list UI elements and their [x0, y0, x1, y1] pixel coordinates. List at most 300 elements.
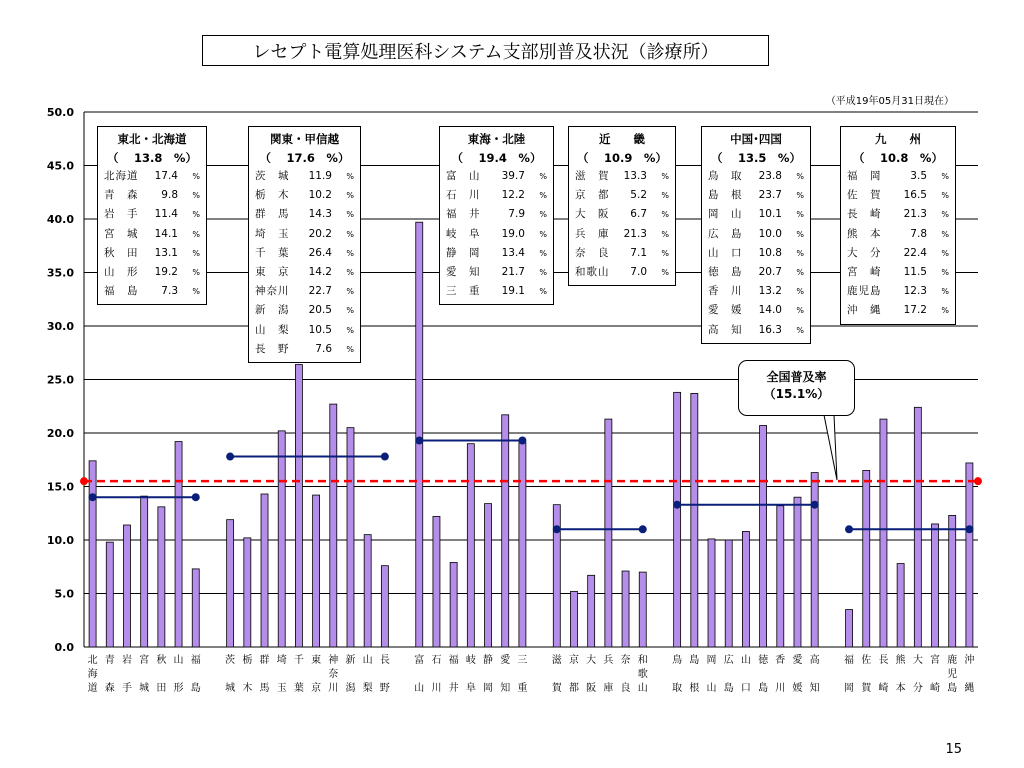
- bar: [932, 524, 939, 647]
- x-tick-label: 京: [311, 683, 322, 694]
- prefecture-rate: 10.2: [308, 189, 332, 202]
- percent-unit: %: [346, 287, 354, 297]
- prefecture-name: 群 馬: [255, 208, 290, 221]
- prefecture-name: 福 井: [446, 208, 481, 221]
- prefecture-name: 福 岡: [847, 170, 882, 182]
- percent-unit: %: [796, 325, 804, 335]
- x-tick-label: 佐: [861, 655, 872, 666]
- x-tick-label: 潟: [345, 683, 356, 694]
- region-average: （ 10.8 %）: [853, 151, 943, 165]
- x-tick-label: 賀: [551, 683, 562, 694]
- x-tick-label: 山: [637, 683, 648, 694]
- region-average-marker: [518, 436, 526, 444]
- prefecture-rate: 13.2: [758, 285, 782, 298]
- x-tick-label: 高: [809, 655, 820, 666]
- callout-pointer: [824, 415, 837, 480]
- bar: [313, 495, 320, 647]
- percent-unit: %: [796, 229, 804, 239]
- region-table-row: [255, 167, 354, 186]
- chart-title-text: レセプト電算処理医科システム支部別普及状況（診療所）: [252, 41, 719, 63]
- percent-unit: %: [346, 172, 354, 181]
- prefecture-rate: 21.3: [623, 227, 647, 240]
- prefecture-rate: 3.5: [910, 170, 927, 182]
- region-table-row: [708, 225, 804, 244]
- region-table-row: [847, 282, 949, 301]
- x-tick-label: 香: [775, 655, 786, 666]
- x-tick-label: 大: [586, 655, 597, 666]
- x-tick-label: 川: [431, 683, 442, 694]
- region-name: 九 州: [875, 132, 921, 146]
- prefecture-name: 熊 本: [847, 227, 882, 240]
- region-table-row: [104, 167, 200, 186]
- bar: [450, 562, 457, 647]
- prefecture-name: 富 山: [446, 170, 481, 182]
- region-table-row: [104, 263, 200, 282]
- prefecture-name: 徳 島: [708, 266, 743, 279]
- x-tick-label: 木: [242, 683, 253, 694]
- region-table-row: [847, 186, 949, 205]
- bar: [674, 392, 681, 647]
- percent-unit: %: [941, 306, 949, 316]
- y-tick-label: 5.0: [54, 587, 74, 601]
- region-average-marker: [965, 525, 973, 533]
- prefecture-name: 岡 山: [708, 208, 743, 221]
- percent-unit: %: [539, 210, 547, 220]
- prefecture-rate: 21.3: [903, 208, 927, 221]
- percent-unit: %: [539, 248, 547, 258]
- x-tick-label: 福: [448, 655, 459, 666]
- region-average-marker: [639, 525, 647, 533]
- y-tick-label: 10.0: [46, 534, 74, 547]
- bar: [295, 365, 302, 647]
- y-tick-label: 35.0: [46, 266, 74, 280]
- prefecture-rate: 7.6: [315, 342, 332, 355]
- x-tick-label: 島: [723, 683, 734, 694]
- x-tick-label: 宮: [930, 655, 941, 666]
- x-tick-label: 広: [723, 655, 734, 666]
- percent-unit: %: [941, 191, 949, 201]
- bar: [880, 419, 887, 647]
- y-tick-label: 25.0: [46, 373, 74, 387]
- bar: [416, 222, 423, 647]
- region-table-row: [446, 282, 547, 301]
- x-tick-label: 岡: [844, 683, 855, 694]
- percent-unit: %: [539, 229, 547, 239]
- x-tick-label: 山: [173, 655, 184, 666]
- x-tick-label: 鹿: [947, 655, 958, 666]
- region-table: [568, 126, 676, 286]
- bar: [244, 538, 251, 647]
- percent-unit: %: [539, 172, 547, 181]
- percent-unit: %: [796, 191, 804, 201]
- prefecture-name: 宮 崎: [847, 266, 882, 279]
- prefecture-rate: 19.1: [501, 285, 525, 298]
- prefecture-name: 栃 木: [255, 189, 290, 202]
- bar: [777, 506, 784, 647]
- prefecture-name: 奈 良: [575, 246, 610, 259]
- percent-unit: %: [346, 325, 354, 335]
- x-tick-label: 縄: [964, 683, 975, 694]
- bar: [639, 572, 646, 647]
- x-tick-label: 宮: [139, 655, 150, 666]
- bar: [949, 515, 956, 647]
- x-tick-label: 三: [517, 655, 528, 666]
- prefecture-name: 滋 賀: [575, 170, 610, 182]
- x-tick-label: 和: [637, 655, 648, 666]
- bar: [846, 610, 853, 647]
- percent-unit: %: [941, 248, 949, 258]
- prefecture-name: 石 川: [446, 189, 481, 202]
- prefecture-name: 鳥 取: [708, 170, 743, 182]
- prefecture-rate: 14.2: [308, 266, 332, 279]
- x-tick-label: 山: [740, 655, 751, 666]
- x-tick-label: 千: [293, 655, 304, 666]
- x-tick-label: 田: [156, 683, 167, 694]
- x-tick-label: 崎: [930, 683, 941, 694]
- region-table-row: [575, 205, 669, 224]
- prefecture-rate: 14.3: [308, 208, 332, 221]
- x-tick-label: 岡: [483, 683, 494, 694]
- x-tick-label: 都: [568, 683, 579, 694]
- region-table-row: [575, 225, 669, 244]
- prefecture-rate: 12.2: [501, 189, 525, 202]
- prefecture-rate: 6.7: [630, 208, 647, 221]
- x-tick-label: 熊: [895, 655, 906, 666]
- bar: [278, 431, 285, 647]
- bar: [570, 591, 577, 647]
- x-tick-label: 島: [689, 655, 700, 666]
- x-tick-label: 玉: [276, 683, 287, 694]
- percent-unit: %: [346, 191, 354, 201]
- percent-unit: %: [539, 287, 547, 297]
- prefecture-rate: 13.1: [154, 246, 178, 259]
- x-tick-label: 兵: [603, 655, 614, 666]
- prefecture-name: 東 京: [255, 266, 290, 279]
- prefecture-name: 広 島: [708, 227, 743, 240]
- percent-unit: %: [661, 248, 669, 258]
- x-tick-label: 栃: [242, 655, 253, 666]
- x-tick-label: 奈: [620, 655, 631, 666]
- percent-unit: %: [661, 268, 669, 278]
- bar: [175, 442, 182, 647]
- percent-unit: %: [941, 172, 949, 181]
- bar: [227, 520, 234, 647]
- bar: [485, 504, 492, 647]
- prefecture-rate: 16.5: [903, 189, 927, 202]
- percent-unit: %: [346, 344, 354, 354]
- prefecture-rate: 13.4: [501, 246, 525, 259]
- prefecture-rate: 12.3: [903, 285, 927, 298]
- x-tick-label: 滋: [551, 655, 562, 666]
- prefecture-rate: 23.8: [758, 170, 782, 182]
- region-table-row: [708, 167, 804, 186]
- x-tick-label: 大: [912, 655, 923, 666]
- x-tick-label: 島: [190, 683, 201, 694]
- x-tick-label: 形: [173, 683, 184, 694]
- prefecture-rate: 10.8: [758, 246, 782, 259]
- callout-line2: （15.1%）: [763, 387, 830, 401]
- x-tick-label: 葉: [293, 683, 304, 694]
- bar: [261, 494, 268, 647]
- region-table-row: [847, 167, 949, 186]
- prefecture-rate: 20.5: [308, 304, 332, 317]
- percent-unit: %: [346, 229, 354, 239]
- date-note: （平成19年05月31日現在）: [825, 96, 954, 107]
- x-tick-label: 取: [672, 683, 683, 694]
- x-tick-label: 野: [379, 683, 390, 694]
- x-tick-label: 青: [104, 655, 115, 666]
- region-table: [439, 126, 554, 305]
- region-table-row: [255, 186, 354, 205]
- percent-unit: %: [941, 268, 949, 278]
- region-table-row: [847, 205, 949, 224]
- prefecture-rate: 7.3: [161, 285, 178, 298]
- bar: [381, 566, 388, 647]
- prefecture-name: 愛 媛: [708, 304, 743, 317]
- bar: [433, 516, 440, 647]
- region-average: （ 13.5 %）: [711, 151, 801, 165]
- percent-unit: %: [192, 229, 200, 239]
- region-table-row: [255, 244, 354, 263]
- x-tick-label: 長: [878, 655, 889, 666]
- y-tick-label: 45.0: [46, 159, 74, 173]
- prefecture-rate: 21.7: [501, 266, 525, 279]
- x-tick-label: 徳: [758, 655, 769, 666]
- bar: [158, 507, 165, 647]
- y-tick-label: 0.0: [54, 641, 74, 654]
- prefecture-rate: 7.9: [508, 208, 525, 221]
- prefecture-rate: 7.8: [910, 227, 927, 240]
- bar: [330, 404, 337, 647]
- region-table-row: [708, 205, 804, 224]
- prefecture-rate: 39.7: [501, 170, 525, 182]
- x-tick-label: 山: [706, 683, 717, 694]
- region-average: （ 19.4 %）: [451, 151, 542, 165]
- x-tick-label: 分: [912, 683, 923, 694]
- prefecture-rate: 17.2: [903, 304, 927, 317]
- x-tick-label: 奈: [328, 669, 339, 680]
- prefecture-name: 大 分: [847, 246, 882, 259]
- x-tick-label: 愛: [500, 655, 511, 666]
- x-tick-label: 根: [689, 683, 700, 694]
- callout-line1: 全国普及率: [766, 370, 827, 384]
- x-tick-label: 茨: [225, 655, 236, 666]
- region-table-row: [847, 244, 949, 263]
- x-tick-label: 馬: [259, 683, 270, 694]
- national-rate-callout: [738, 360, 855, 416]
- percent-unit: %: [796, 287, 804, 297]
- percent-unit: %: [346, 248, 354, 258]
- x-tick-label: 群: [259, 655, 270, 666]
- percent-unit: %: [941, 210, 949, 220]
- prefecture-name: 島 根: [708, 189, 743, 202]
- bar: [502, 415, 509, 647]
- region-average-marker: [415, 436, 423, 444]
- x-tick-label: 崎: [878, 683, 889, 694]
- x-tick-label: 賀: [861, 683, 872, 694]
- prefecture-name: 福 島: [104, 285, 139, 298]
- percent-unit: %: [192, 210, 200, 220]
- percent-unit: %: [941, 229, 949, 239]
- x-tick-label: 梨: [362, 683, 373, 694]
- prefecture-name: 京 都: [575, 189, 610, 202]
- region-name: 東海・北陸: [467, 132, 526, 146]
- x-tick-label: 富: [414, 655, 425, 666]
- prefecture-name: 三 重: [446, 285, 481, 298]
- x-tick-label: 城: [225, 683, 236, 694]
- x-tick-label: 重: [517, 683, 528, 694]
- national-average-marker: [974, 477, 982, 485]
- prefecture-rate: 10.5: [308, 323, 332, 336]
- x-tick-label: 岡: [706, 655, 717, 666]
- x-tick-label: 本: [895, 683, 906, 694]
- x-tick-label: 福: [190, 655, 201, 666]
- region-table: [248, 126, 361, 363]
- prefecture-name: 愛 知: [446, 266, 481, 279]
- x-tick-label: 山: [362, 655, 373, 666]
- region-average: （ 10.9 %）: [577, 151, 667, 165]
- x-tick-label: 京: [568, 655, 579, 666]
- prefecture-name: 沖 縄: [847, 304, 882, 317]
- x-tick-label: 東: [311, 655, 322, 666]
- x-tick-label: 庫: [603, 683, 614, 694]
- y-tick-label: 30.0: [46, 320, 74, 333]
- prefecture-rate: 20.2: [308, 227, 332, 240]
- x-tick-label: 北: [87, 655, 98, 666]
- prefecture-name: 兵 庫: [575, 227, 610, 240]
- x-tick-label: 島: [758, 683, 769, 694]
- prefecture-name: 岐 阜: [446, 227, 481, 240]
- bar: [742, 531, 749, 647]
- x-tick-label: 児: [947, 669, 958, 680]
- region-table-row: [708, 263, 804, 282]
- x-tick-label: 森: [104, 683, 115, 694]
- region-table-row: [104, 205, 200, 224]
- region-table-row: [446, 263, 547, 282]
- region-table-row: [446, 244, 547, 263]
- region-table-row: [708, 301, 804, 320]
- prefecture-rate: 5.2: [630, 189, 647, 202]
- region-table-row: [575, 244, 669, 263]
- percent-unit: %: [661, 191, 669, 201]
- bar: [605, 419, 612, 647]
- x-tick-label: 福: [844, 655, 855, 666]
- region-table: [97, 126, 207, 305]
- bar: [519, 443, 526, 647]
- prefecture-rate: 7.1: [630, 246, 647, 259]
- bar: [123, 525, 130, 647]
- region-average-marker: [811, 501, 819, 509]
- x-tick-label: 歌: [637, 669, 648, 680]
- region-table-row: [847, 301, 949, 320]
- bar: [863, 470, 870, 647]
- x-tick-label: 海: [87, 669, 98, 680]
- region-table-row: [104, 225, 200, 244]
- prefecture-name: 山 梨: [255, 323, 290, 336]
- region-table: [701, 126, 811, 344]
- percent-unit: %: [661, 210, 669, 220]
- prefecture-name: 長 崎: [847, 208, 882, 221]
- bar: [364, 535, 371, 647]
- prefecture-name: 高 知: [708, 323, 743, 336]
- region-table-row: [446, 205, 547, 224]
- bar: [89, 461, 96, 647]
- region-name: 東北・北海道: [117, 132, 187, 146]
- region-table-row: [255, 282, 354, 301]
- x-tick-label: 井: [448, 683, 459, 694]
- percent-unit: %: [539, 268, 547, 278]
- x-tick-label: 沖: [964, 655, 975, 666]
- region-table-row: [708, 282, 804, 301]
- prefecture-rate: 20.7: [758, 266, 782, 279]
- percent-unit: %: [192, 248, 200, 258]
- x-tick-label: 媛: [792, 683, 803, 694]
- region-average-marker: [673, 501, 681, 509]
- percent-unit: %: [192, 172, 200, 181]
- region-average-marker: [226, 453, 234, 461]
- prefecture-rate: 11.5: [903, 266, 927, 279]
- prefecture-name: 神奈川: [255, 285, 290, 298]
- prefecture-rate: 22.7: [308, 285, 332, 298]
- x-tick-label: 良: [620, 683, 631, 694]
- y-tick-label: 20.0: [46, 427, 74, 440]
- prefecture-name: 茨 城: [255, 170, 290, 182]
- region-name: 中国･四国: [730, 132, 782, 146]
- region-average-marker: [89, 493, 97, 501]
- prefecture-rate: 19.2: [154, 266, 178, 279]
- prefecture-name: 岩 手: [104, 208, 139, 221]
- prefecture-name: 静 岡: [446, 246, 481, 259]
- bar: [897, 564, 904, 647]
- prefecture-rate: 10.1: [758, 208, 782, 221]
- region-table-row: [255, 340, 354, 359]
- region-average: （ 17.6 %）: [259, 151, 350, 165]
- page-number: 15: [945, 742, 962, 757]
- prefecture-rate: 9.8: [161, 189, 178, 202]
- region-table-row: [847, 263, 949, 282]
- prefecture-rate: 13.3: [623, 170, 647, 182]
- x-tick-label: 鳥: [672, 655, 683, 666]
- x-tick-label: 神: [328, 655, 339, 666]
- prefecture-rate: 17.4: [154, 170, 178, 182]
- region-average-marker: [192, 493, 200, 501]
- percent-unit: %: [346, 210, 354, 220]
- region-name: 関東・甲信越: [270, 132, 339, 146]
- bar: [622, 571, 629, 647]
- prefecture-name: 大 阪: [575, 208, 610, 221]
- prefecture-name: 山 口: [708, 246, 743, 259]
- prefecture-name: 新 潟: [255, 304, 290, 317]
- percent-unit: %: [941, 287, 949, 297]
- prefecture-name: 香 川: [708, 285, 743, 298]
- prefecture-name: 宮 城: [104, 227, 139, 240]
- region-table-row: [575, 263, 669, 282]
- region-table: [840, 126, 956, 325]
- x-tick-label: 川: [328, 683, 339, 694]
- region-table-row: [708, 244, 804, 263]
- prefecture-rate: 14.0: [758, 304, 782, 317]
- prefecture-name: 秋 田: [104, 246, 139, 259]
- x-tick-label: 阜: [465, 683, 476, 694]
- bar: [914, 407, 921, 647]
- percent-unit: %: [796, 306, 804, 316]
- bar: [725, 540, 732, 647]
- region-name: 近 畿: [599, 132, 645, 146]
- prefecture-rate: 7.0: [630, 266, 647, 279]
- x-tick-label: 知: [809, 683, 820, 694]
- prefecture-rate: 19.0: [501, 227, 525, 240]
- region-table-row: [255, 321, 354, 340]
